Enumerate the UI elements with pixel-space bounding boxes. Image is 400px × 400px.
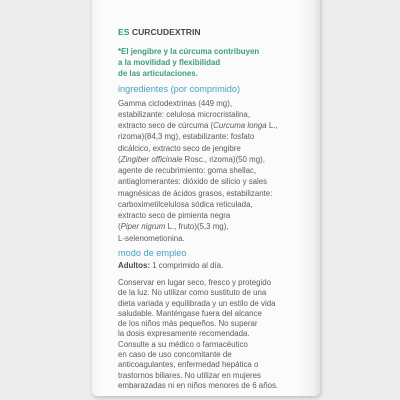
ingredient-line — [118, 131, 278, 142]
dosage-label: Adultos: — [118, 260, 150, 270]
product-name: CURCUDEXTRIN — [131, 27, 201, 37]
ingredient-text: antiaglomerantes: dióxido de silicio y sales — [118, 177, 268, 187]
ingredient-text: extracto seco de cúrcuma ( — [118, 121, 214, 130]
ingredient-text: ( — [118, 154, 121, 164]
species-name: Curcuma longa — [213, 121, 267, 130]
ingredient-text: rizoma)(84,3 mg), estabilizante: fosfato — [118, 132, 255, 142]
ingredient-text: Gamma ciclodextrinas (449 mg), — [118, 98, 233, 108]
ingredient-text: ( — [118, 222, 121, 232]
warning-line: la dosis expresamente recomendada. — [118, 329, 250, 339]
ingredient-line — [118, 109, 278, 120]
warning-line: de los niños más pequeños. No superar — [118, 319, 258, 329]
ingredient-line — [118, 154, 278, 165]
ingredient-line — [118, 98, 278, 109]
brand-prefix: ES — [118, 27, 130, 37]
ingredients-list — [118, 98, 278, 244]
usage-heading: modo de empleo — [118, 248, 187, 258]
warning-line: dieta variada y equilibrada y un estilo de vida — [118, 298, 276, 308]
dosage-line — [118, 260, 223, 271]
species-name: Zingiber officinale — [120, 154, 183, 164]
species-name: Piper nigrum — [120, 222, 166, 232]
ingredient-line — [118, 176, 278, 187]
warning-line: de la luz. No utilizar como sustituto de una — [118, 288, 267, 298]
ingredient-text: L., fruto)(5,3 mg), — [165, 222, 229, 232]
ingredient-line — [118, 199, 278, 210]
ingredient-line — [118, 120, 278, 131]
ingredient-text: L-selenometionina. — [118, 233, 185, 243]
ingredient-line — [118, 210, 278, 221]
ingredient-line — [118, 143, 278, 154]
warning-line: saludable. Manténgase fuera del alcance — [118, 308, 262, 318]
ingredient-text: Rosc., rizoma)(50 mg), — [182, 154, 265, 164]
ingredient-text: agente de recubrimiento: goma shellac, — [118, 166, 257, 175]
ingredient-text: extracto seco de pimienta negra — [118, 211, 231, 220]
warning-line: Consulte a su médico o farmacéutico — [118, 339, 248, 349]
warning-line: anticoagulantes, enfermedad hepática o — [118, 360, 259, 370]
ingredient-line — [118, 188, 278, 199]
warnings-text — [118, 278, 278, 391]
claim-line: *El jengibre y la cúrcuma contribuyen — [118, 47, 260, 56]
warning-line: trastornos biliares. No utilizar en mujeres — [118, 370, 261, 380]
ingredients-heading: ingredientes (por comprimido) — [118, 84, 241, 94]
ingredient-line — [118, 165, 278, 176]
ingredient-line — [118, 221, 278, 232]
claim-line: a la movilidad y flexibilidad — [118, 57, 221, 67]
warning-line: Conservar en lugar seco, fresco y protegido — [118, 278, 272, 287]
claim-line: de las articulaciones. — [118, 68, 198, 78]
health-claim — [118, 47, 259, 79]
product-header — [118, 26, 201, 38]
warning-line: en caso de uso concomitante de — [118, 350, 232, 360]
warning-line: embarazadas ni en niños menores de 6 años. — [118, 380, 279, 390]
dosage-text: 1 comprimido al día. — [150, 260, 224, 270]
ingredient-text: L., — [266, 121, 278, 130]
ingredient-line — [118, 233, 278, 244]
ingredient-text: magnésicas de ácidos grasos, estabilizante: — [118, 188, 273, 198]
ingredient-text: estabilizante: celulosa microcristalina, — [118, 109, 251, 119]
ingredient-text: dicálcico, extracto seco de jengibre — [118, 143, 241, 153]
ingredient-text: carboximetilcelulosa sódica reticulada, — [118, 199, 253, 209]
